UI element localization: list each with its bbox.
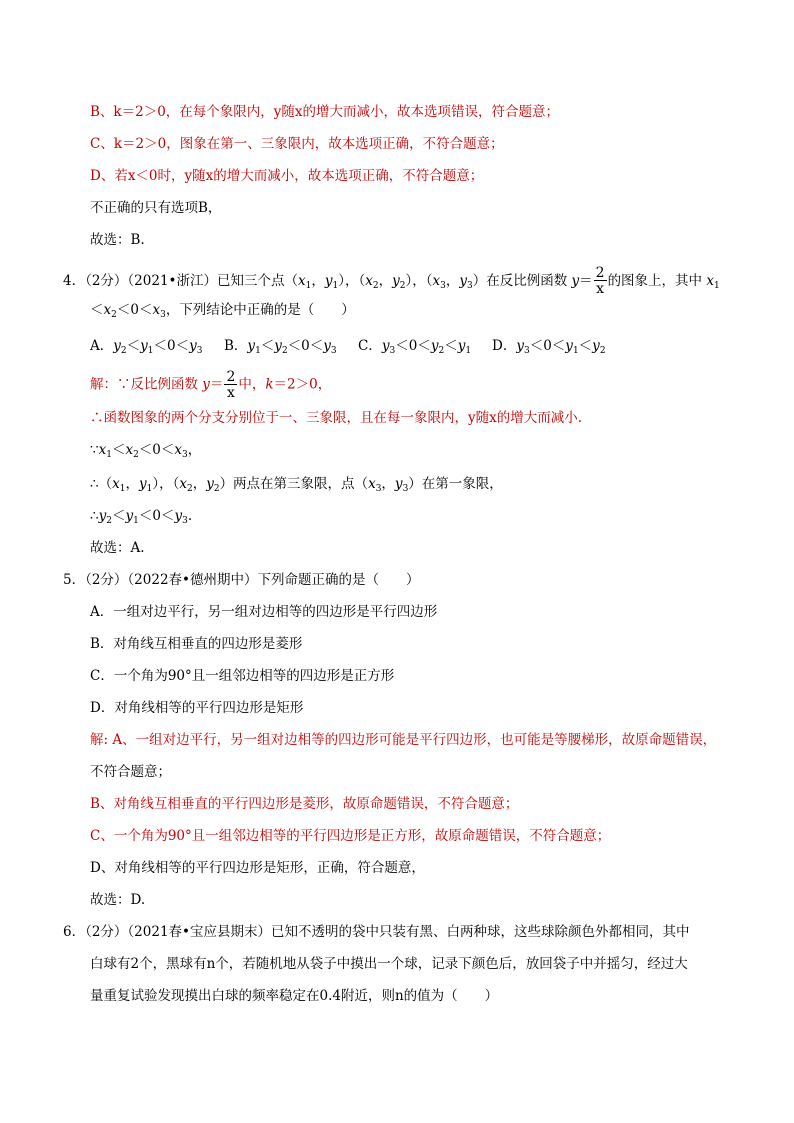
- q5-option-b[interactable]: B．对角线互相垂直的四边形是菱形: [90, 636, 303, 652]
- q4-solution-3: $\because x_1<x_2<0<x_3$，: [90, 442, 202, 460]
- q4-option-a[interactable]: A．$y_2<y_1<0<y_3$: [90, 338, 203, 356]
- q3-solution-c: C、k＝2＞0，图象在第一、三象限内，故本选项正确，不符合题意；: [90, 136, 504, 152]
- q3-solution-d: D、若x＜0时，y随x的增大而减小，故本选项正确，不符合题意；: [90, 168, 484, 184]
- q6-stem-line2: 白球有2个，黑球有n个，若随机地从袋子中摸出一个球，记录下颜色后，放回袋子中并摇匀，经过大: [90, 956, 688, 972]
- q6-stem-line1: 6．（2分）（2021春•宝应县期末）已知不透明的袋中只装有黑、白两种球，这些球除颜色外都相同，其中: [63, 924, 690, 940]
- q4-solution-5: $\therefore y_2<y_1<0<y_3$.: [90, 508, 193, 526]
- q4-options: [90, 336, 606, 356]
- q4-solution-2: ∴函数图象的两个分支分别位于一、三象限，且在每一象限内，y随x的增大而减小.: [90, 410, 583, 426]
- q5-solution-5: D、对角线相等的平行四边形是矩形，正确，符合题意，: [90, 860, 425, 876]
- q4-solution-fraction: $\frac{2}{x}$: [226, 369, 236, 401]
- q5-stem: 5．（2分）（2022春•德州期中）下列命题正确的是（ ）: [63, 572, 420, 588]
- q3-answer: 故选：B.: [90, 232, 145, 248]
- q6-stem-line3: 量重复试验发现摸出白球的频率稳定在0.4附近，则n的值为（ ）: [90, 988, 499, 1004]
- q5-answer: 故选：D.: [90, 892, 146, 908]
- q5-solution-2: 不符合题意；: [90, 764, 171, 780]
- q5-option-d[interactable]: D．对角线相等的平行四边形是矩形: [90, 700, 304, 716]
- q4-option-b[interactable]: B．$y_1<y_2<0<y_3$: [224, 338, 337, 356]
- q5-solution-1: 解: A、一组对边平行，另一组对边相等的四边形可能是平行四边形，也可能是等腰梯形，故原命题错误，: [90, 732, 717, 748]
- q3-solution-conclusion: 不正确的只有选项B，: [90, 200, 222, 216]
- q3-solution-b: B、k＝2＞0，在每个象限内，y随x的增大而减小，故本选项错误，符合题意；: [90, 104, 560, 120]
- q5-option-a[interactable]: A．一组对边平行，另一组对边相等的四边形是平行四边形: [90, 604, 438, 620]
- q4-stem-line2: $<x_2<0<x_3$，下列结论中正确的是（ ）: [90, 302, 355, 320]
- q4-option-c[interactable]: C．$y_3<0<y_2<y_1$: [358, 338, 472, 356]
- q5-solution-4: C、一个角为90°且一组邻边相等的平行四边形是正方形，故原命题错误，不符合题意；: [90, 828, 611, 844]
- q5-solution-3: B、对角线互相垂直的平行四边形是菱形，故原命题错误，不符合题意；: [90, 796, 519, 812]
- q5-option-c[interactable]: C．一个角为90°且一组邻边相等的四边形是正方形: [90, 668, 395, 684]
- q4-fraction: $\frac{2}{x}$: [595, 265, 605, 297]
- q4-option-d[interactable]: D．$y_3<0<y_1<y_2$: [492, 338, 606, 356]
- q4-stem-line1: 4．（2分）（2021•浙江）已知三个点（$x_1$，$y_1$），（$x_2$，$y_2$），（$x_3$，$y_3$）在反比例函数 y＝ $\frac{2}{x}$ 的图象上，其中 $x_1$: [63, 265, 720, 297]
- q4-stem-text: 4．（2分）（2021•浙江）已知三个点（$x_1$，$y_1$），（$x_2$，$y_2$），（$x_3$，$y_3$）在反比例函数 y＝: [63, 272, 593, 291]
- q4-answer: 故选：A.: [90, 540, 145, 556]
- q4-solution-4: $\therefore(x_1$，$y_1$），（$x_2$，$y_2$）两点在第三象限，点（$x_3$，$y_3$）在第一象限，: [90, 476, 503, 494]
- q4-solution-1: 解：∵反比例函数 y＝ $\frac{2}{x}$ 中，k＝2＞0，: [90, 369, 332, 401]
